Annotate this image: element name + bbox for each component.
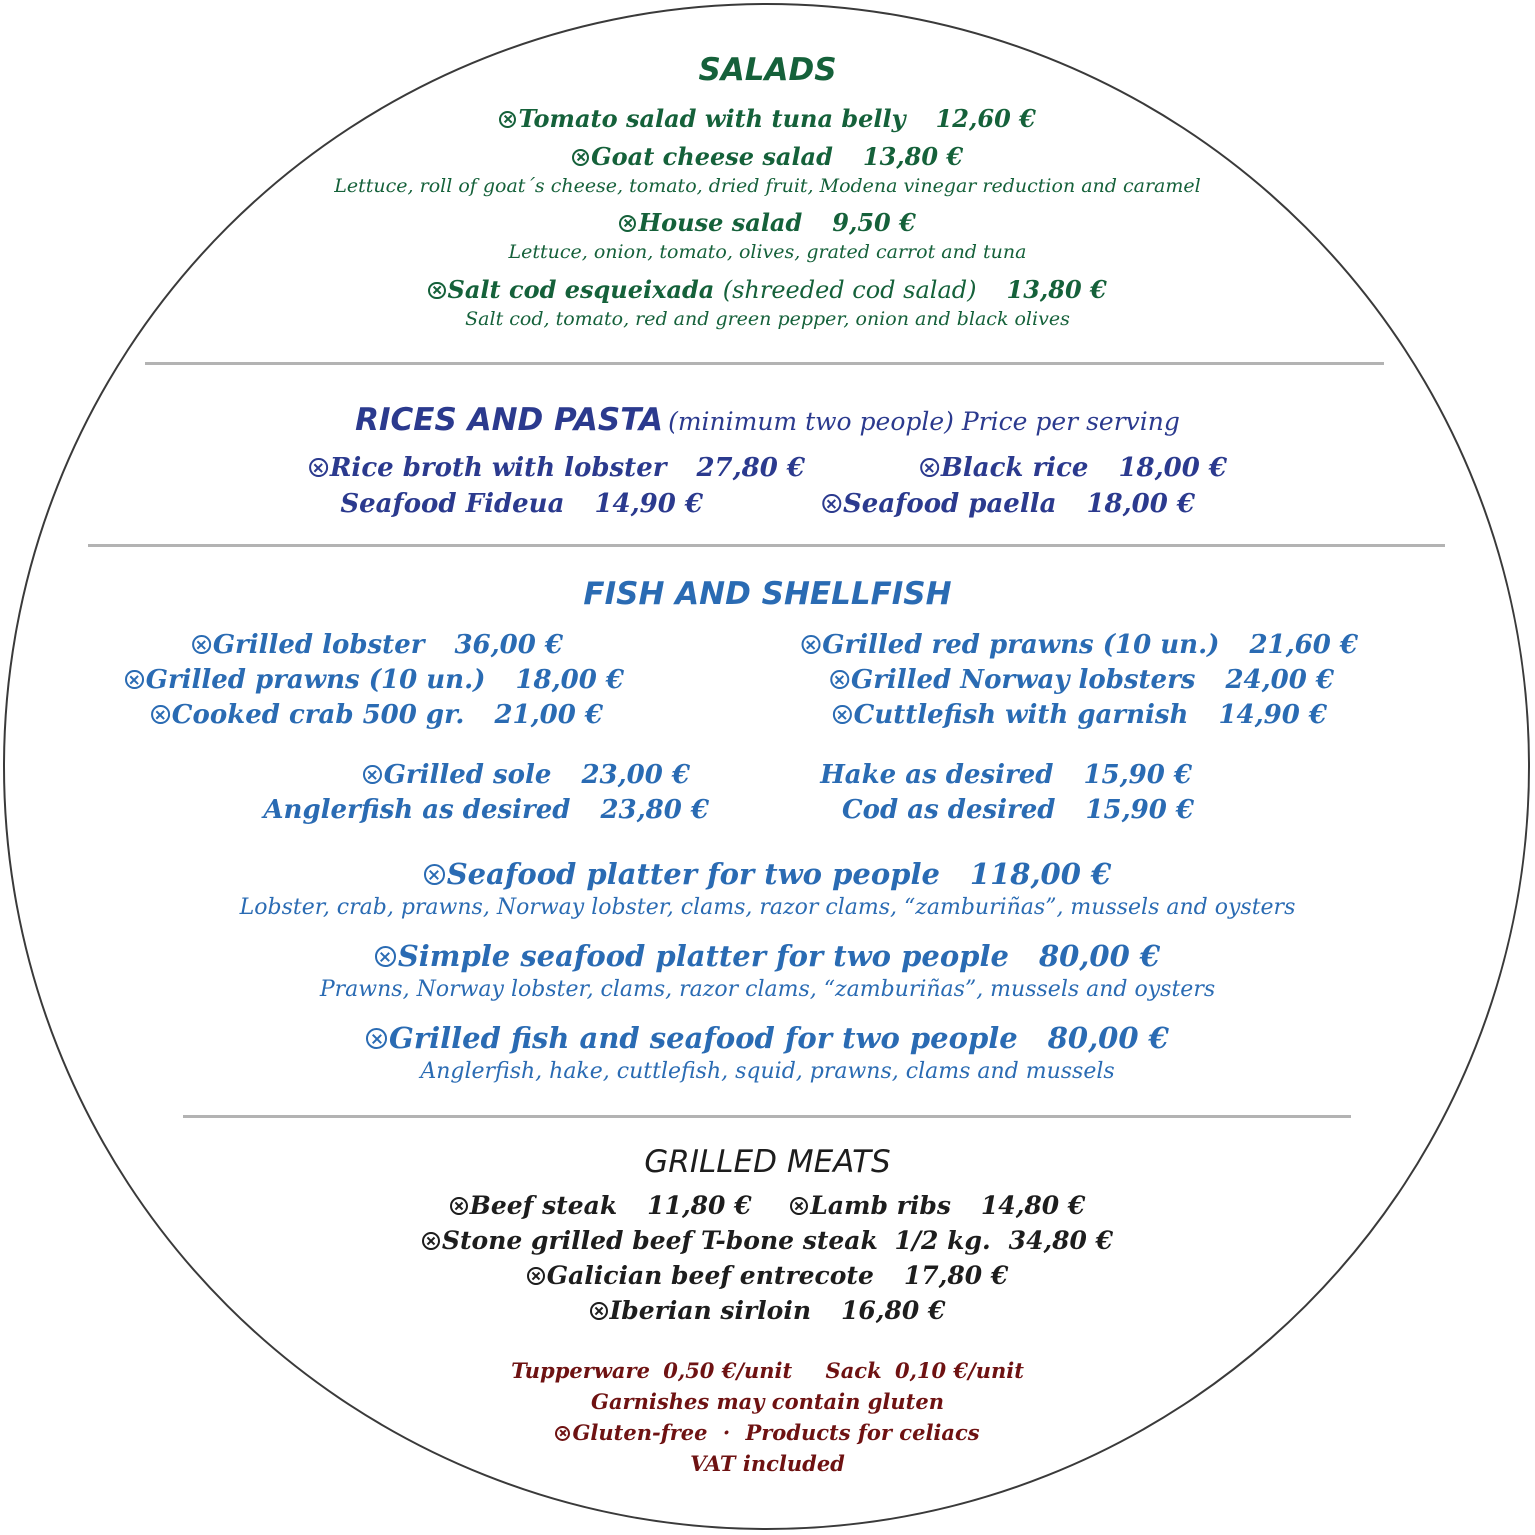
- section-header-rices: [0, 402, 1535, 438]
- item-name: Galician beef entrecote: [546, 1261, 874, 1290]
- item-price: 15,90 €: [1085, 795, 1194, 825]
- gluten-free-icon: [375, 946, 396, 967]
- gluten-free-icon: [422, 1232, 440, 1250]
- item-description: Lettuce, roll of goat´s cheese, tomato, dried fruit, Modena vinegar reduction and caramel: [334, 175, 1201, 197]
- menu-item: [920, 453, 1227, 483]
- item-price: 80,00 €: [1038, 939, 1161, 973]
- separator-dot: ·: [722, 1420, 731, 1445]
- item-price: 12,60 €: [935, 104, 1036, 133]
- item-name: Anglerfish as desired: [263, 795, 571, 825]
- item-name: Lamb ribs: [810, 1191, 951, 1220]
- gluten-free-icon: [125, 670, 144, 689]
- item-price: 23,00 €: [581, 760, 690, 790]
- item-price: 27,80 €: [696, 453, 805, 483]
- gluten-free-icon: [920, 458, 939, 477]
- menu-item: [0, 104, 1535, 133]
- menu-item: [0, 1261, 1535, 1290]
- item-name: Beef steak: [469, 1191, 618, 1220]
- menu-item: [833, 700, 1327, 730]
- gluten-free-icon: [424, 864, 445, 885]
- menu-item: [820, 760, 1192, 790]
- item-name: Simple seafood platter for two people: [397, 939, 1009, 973]
- item-note: (shreeded cod salad): [722, 276, 977, 304]
- menu-item: [822, 489, 1195, 519]
- item-price: 9,50 €: [832, 208, 916, 237]
- item-name: Grilled lobster: [212, 630, 425, 660]
- section-divider: [145, 362, 1384, 365]
- item-description: Lobster, crab, prawns, Norway lobster, clams, razor clams, “zamburiñas”, mussels and oysters: [239, 895, 1296, 920]
- item-name: Grilled prawns (10 un.): [145, 665, 486, 695]
- section-divider: [88, 544, 1445, 547]
- item-name: House salad: [638, 208, 803, 237]
- celiacs-label: Products for celiacs: [745, 1420, 980, 1445]
- item-price: 118,00 €: [969, 857, 1112, 891]
- footer-packaging: [0, 1358, 1535, 1383]
- item-name: Seafood Fideua: [340, 489, 565, 519]
- item-name: Hake as desired: [820, 760, 1054, 790]
- gluten-free-icon: [363, 765, 382, 784]
- gluten-free-icon: [830, 670, 849, 689]
- item-price: 18,00 €: [1118, 453, 1227, 483]
- item-description: Anglerfish, hake, cuttlefish, squid, prawns, clams and mussels: [420, 1059, 1115, 1084]
- item-price: 36,00 €: [454, 630, 563, 660]
- menu-item: [0, 1226, 1535, 1255]
- item-name: Grilled red prawns (10 un.): [822, 630, 1220, 660]
- gluten-free-label: Gluten-free: [572, 1420, 708, 1445]
- menu-item: [192, 630, 563, 660]
- section-title-meats: GRILLED MEATS: [644, 1144, 891, 1180]
- item-description: Salt cod, tomato, red and green pepper, onion and black olives: [465, 308, 1070, 330]
- gluten-free-icon: [555, 1426, 570, 1441]
- gluten-free-icon: [833, 705, 852, 724]
- tupperware-label: Tupperware: [511, 1358, 650, 1383]
- item-name: Rice broth with lobster: [329, 453, 667, 483]
- item-price: 13,80 €: [862, 142, 964, 171]
- menu-item: [0, 275, 1535, 304]
- item-price: 13,80 €: [1006, 275, 1107, 304]
- menu-item: [151, 700, 603, 730]
- item-price: 80,00 €: [1047, 1021, 1169, 1055]
- gluten-free-icon: [822, 494, 841, 513]
- menu-item: [263, 795, 709, 825]
- tupperware-price: 0,50 €/unit: [663, 1358, 793, 1383]
- item-name: Grilled sole: [383, 760, 552, 790]
- sack-price: 0,10 €/unit: [894, 1358, 1024, 1383]
- menu-item: [309, 453, 805, 483]
- section-subtitle-rices: (minimum two people) Price per serving: [668, 407, 1180, 436]
- item-name: Iberian sirloin: [609, 1296, 812, 1325]
- section-title-salads: SALADS: [698, 52, 837, 88]
- item-price: 14,90 €: [594, 489, 703, 519]
- menu-item: [0, 1296, 1535, 1325]
- menu-item: [802, 630, 1358, 660]
- gluten-free-icon: [499, 111, 516, 128]
- menu-item: [0, 939, 1535, 973]
- item-price: 15,90 €: [1083, 760, 1192, 790]
- gluten-free-icon: [527, 1267, 545, 1285]
- sack-label: Sack: [825, 1358, 882, 1383]
- menu-item: [125, 665, 624, 695]
- item-price: 34,80 €: [1008, 1226, 1114, 1255]
- item-description: Lettuce, onion, tomato, olives, grated carrot and tuna: [508, 241, 1027, 263]
- item-name: Cooked crab 500 gr.: [171, 700, 465, 730]
- item-price: 17,80 €: [903, 1261, 1009, 1290]
- menu-item: [0, 208, 1535, 237]
- footer-garnishes-note: Garnishes may contain gluten: [591, 1389, 944, 1414]
- menu-item: [0, 142, 1535, 171]
- item-name: Cuttlefish with garnish: [853, 700, 1189, 730]
- item-name: Goat cheese salad: [591, 142, 833, 171]
- gluten-free-icon: [151, 705, 170, 724]
- item-price: 18,00 €: [515, 665, 624, 695]
- gluten-free-icon: [192, 635, 211, 654]
- item-name: Seafood platter for two people: [446, 857, 940, 891]
- item-name: Salt cod esqueixada: [447, 275, 715, 304]
- menu-item: [0, 857, 1535, 891]
- item-price: 18,00 €: [1086, 489, 1195, 519]
- item-name: Seafood paella: [843, 489, 1057, 519]
- item-name: Grilled fish and seafood for two people: [389, 1021, 1018, 1055]
- item-price: 24,00 €: [1225, 665, 1334, 695]
- item-quantity: 1/2 kg.: [894, 1226, 991, 1255]
- gluten-free-icon: [450, 1197, 468, 1215]
- gluten-free-icon: [802, 635, 821, 654]
- gluten-free-icon: [572, 149, 589, 166]
- item-name: Grilled Norway lobsters: [851, 665, 1196, 695]
- item-name: Cod as desired: [841, 795, 1056, 825]
- gluten-free-icon: [590, 1302, 608, 1320]
- section-title-fish: FISH AND SHELLFISH: [583, 576, 952, 612]
- item-price: 11,80 €: [647, 1191, 752, 1220]
- item-price: 14,90 €: [1218, 700, 1327, 730]
- menu-item: [340, 489, 703, 519]
- item-name: Tomato salad with tuna belly: [518, 104, 906, 133]
- menu-item-pair: [0, 1191, 1535, 1220]
- footer-vat-note: VAT included: [690, 1451, 845, 1476]
- gluten-free-icon: [619, 215, 636, 232]
- menu-item: [842, 795, 1194, 825]
- item-price: 21,60 €: [1249, 630, 1358, 660]
- section-divider: [183, 1115, 1351, 1118]
- menu-item: [363, 760, 690, 790]
- gluten-free-icon: [790, 1197, 808, 1215]
- item-price: 16,80 €: [841, 1296, 946, 1325]
- item-name: Black rice: [940, 453, 1089, 483]
- item-price: 21,00 €: [494, 700, 603, 730]
- item-name: Stone grilled beef T-bone steak: [441, 1226, 878, 1255]
- menu-item: [0, 1021, 1535, 1055]
- gluten-free-icon: [428, 282, 445, 299]
- gluten-free-icon: [309, 458, 328, 477]
- item-price: 23,80 €: [600, 795, 709, 825]
- menu-item: [830, 665, 1334, 695]
- item-price: 14,80 €: [980, 1191, 1086, 1220]
- item-description: Prawns, Norway lobster, clams, razor clams, “zamburiñas”, mussels and oysters: [319, 977, 1216, 1002]
- footer-gluten-legend: [0, 1420, 1535, 1445]
- gluten-free-icon: [366, 1028, 387, 1049]
- section-title-rices: RICES AND PASTA: [355, 402, 663, 438]
